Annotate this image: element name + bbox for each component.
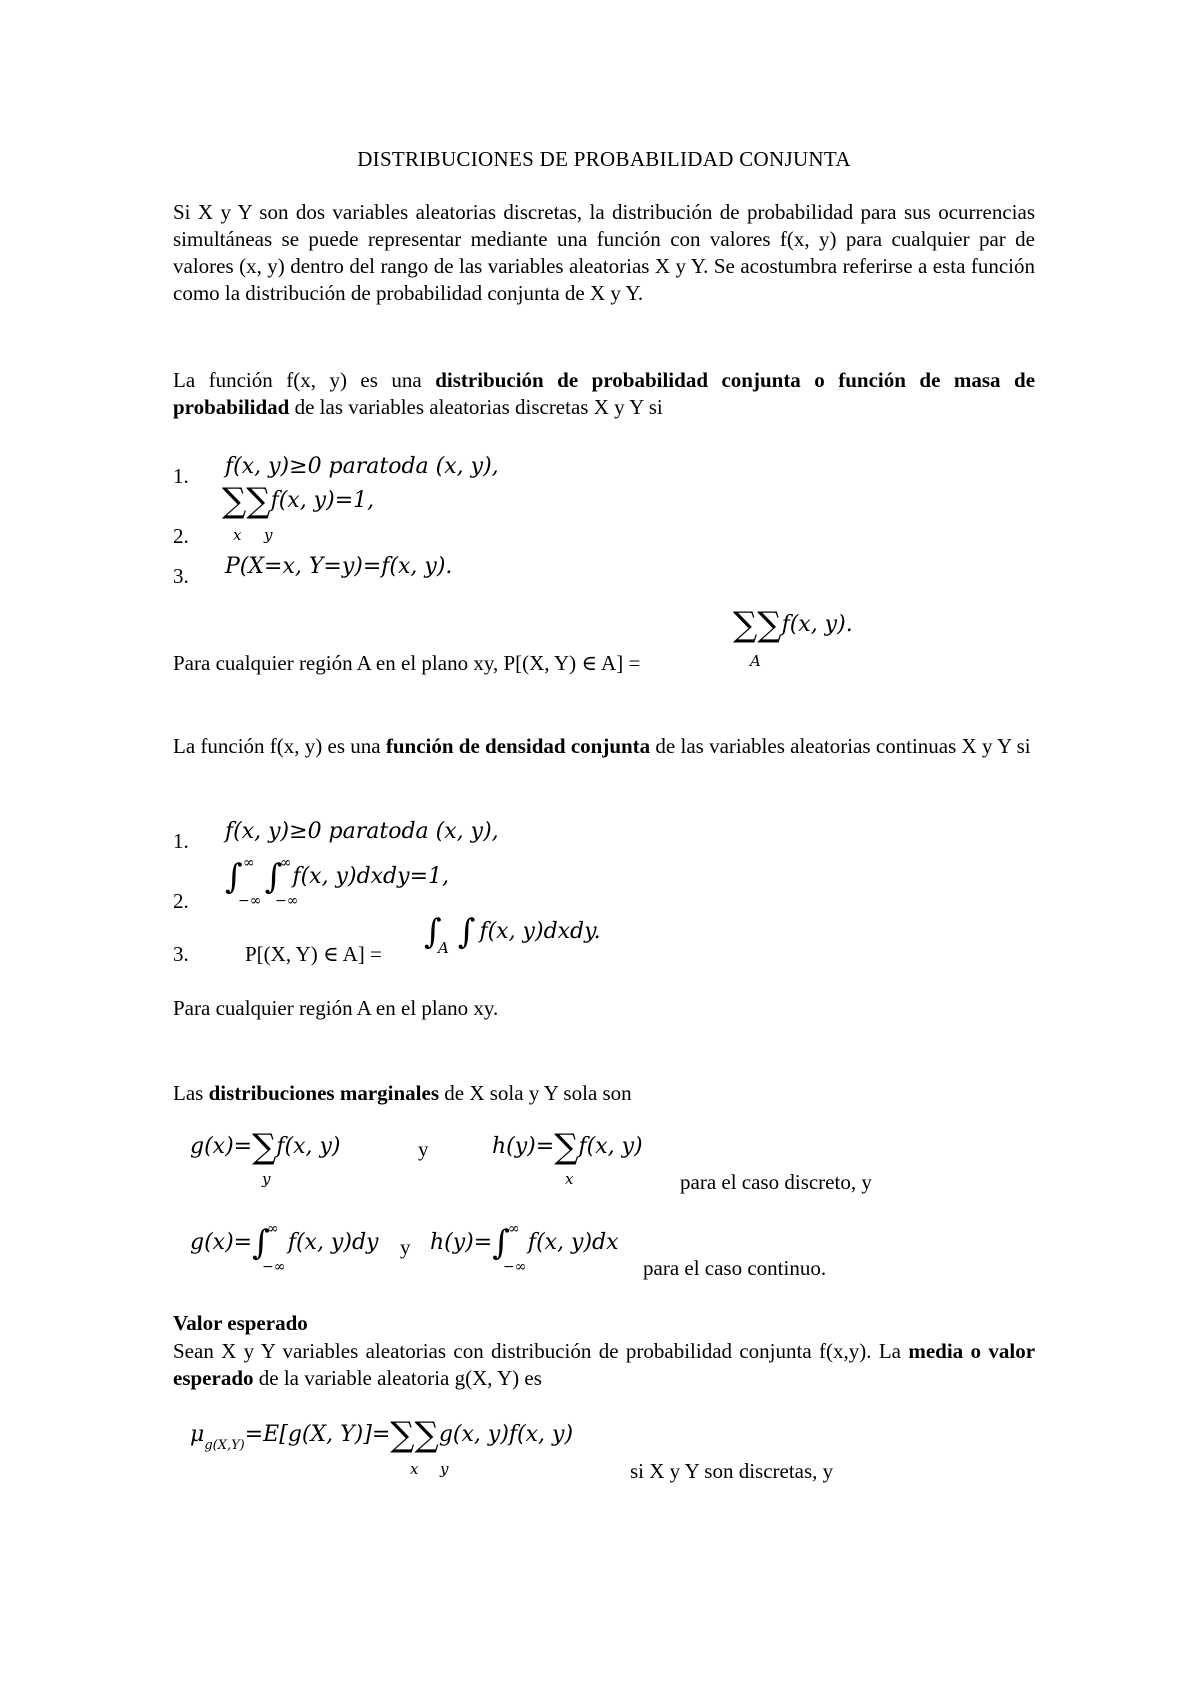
discrete-item-1-formula: f(x, y)≥0 paratoda (x, y),	[225, 454, 499, 479]
marginal-g-continuous-body: f(x, y)dy	[287, 1230, 379, 1255]
expected-sub-x: x	[410, 1460, 419, 1478]
intro-paragraph: Si X y Y son dos variables aleatorias discretas, la distribución de probabilidad para sus ocurrencias simultáneas se puede representar mediante una función con valores f(x, y) para cualquier par de valores (x, y) dentro del rango de las variables aleatorias X y Y. Se acostumbra referirse a esta función como la distribución de probabilidad conjunta de X y Y.	[173, 200, 1035, 305]
discrete-item-1-number: 1.	[173, 464, 189, 488]
marginal-h-discrete-sub: x	[565, 1170, 574, 1188]
sum-symbol: ∑	[733, 605, 758, 645]
expected-paragraph-post: de la variable aleatoria g(X, Y) es	[258, 1366, 542, 1390]
marginal-g-upper: ∞	[267, 1221, 279, 1237]
marginal-h-continuous-lhs: h(y)=	[430, 1230, 493, 1255]
marginal-g-discrete-lhs: g(x)=	[190, 1134, 253, 1159]
marginal-connector: y	[418, 1137, 429, 1161]
expected-note: si X y Y son discretas, y	[630, 1459, 834, 1483]
discrete-region-sub: A	[750, 652, 761, 670]
marginal-discrete-note: para el caso discreto, y	[680, 1170, 872, 1194]
discrete-def-post: de las variables aleatorias discretas X y Y si	[294, 395, 663, 419]
integral-symbol: ∫	[264, 857, 283, 897]
continuous-item-3-number: 3.	[173, 942, 189, 966]
continuous-item-2-lower-1: −∞	[238, 893, 262, 909]
marginal-g-discrete-body: f(x, y)	[276, 1134, 341, 1159]
marginal-h-continuous-body: f(x, y)dx	[527, 1230, 619, 1255]
marginal-g-discrete	[190, 1127, 341, 1167]
marginal-intro-bold: distribuciones marginales	[208, 1081, 440, 1105]
discrete-item-2-sub-x: x	[233, 526, 242, 544]
continuous-item-2-number: 2.	[173, 889, 189, 913]
continuous-region-text: Para cualquier región A en el plano xy.	[173, 996, 499, 1020]
sum-symbol: ∑	[252, 1127, 277, 1167]
continuous-item-1-formula: f(x, y)≥0 paratoda (x, y),	[225, 819, 499, 844]
continuous-def-post: de las variables aleatorias continuas X y Y si	[655, 734, 1031, 758]
discrete-item-3-formula: P(X=x, Y=y)=f(x, y).	[225, 554, 453, 579]
integral-symbol: ∫	[457, 912, 476, 952]
expected-formula	[190, 1415, 574, 1459]
continuous-item-2-upper-1: ∞	[243, 855, 255, 871]
marginal-h-lower: −∞	[503, 1259, 527, 1275]
continuous-item-3-pre: P[(X, Y) ∈ A] =	[245, 942, 382, 966]
marginal-intro-pre: Las	[173, 1081, 204, 1105]
continuous-item-3-formula	[424, 912, 601, 952]
expected-expr: =E[g(X, Y)]=	[244, 1422, 391, 1447]
discrete-region-text: Para cualquier región A en el plano xy, P[(X, Y) ∈ A] =	[173, 651, 641, 675]
discrete-region-formula	[733, 605, 853, 645]
discrete-def-bold: distribución de probabilidad conjunta o función de masa de probabilidad	[173, 368, 1036, 419]
continuous-def-bold: función de densidad conjunta	[385, 734, 651, 758]
marginal-continuous-note: para el caso continuo.	[643, 1256, 827, 1280]
expected-paragraph	[173, 1338, 1035, 1392]
continuous-item-2-lower-2: −∞	[275, 893, 299, 909]
sum-symbol: ∑	[554, 1127, 579, 1167]
continuous-item-2-expr: f(x, y)dxdy=1,	[292, 864, 449, 889]
continuous-item-2-upper-2: ∞	[280, 855, 292, 871]
integral-symbol: ∫	[252, 1223, 270, 1263]
marginal-g-lower: −∞	[262, 1259, 286, 1275]
discrete-item-3-number: 3.	[173, 564, 189, 588]
sum-symbol: ∑	[222, 481, 247, 521]
discrete-item-2-number: 2.	[173, 524, 189, 548]
marginal-intro-post: de X sola y Y sola son	[444, 1081, 632, 1105]
integral-symbol: ∫	[492, 1223, 510, 1263]
marginal-intro	[173, 1080, 1035, 1107]
discrete-item-2-expr: f(x, y)=1,	[270, 488, 375, 513]
marginal-h-upper: ∞	[508, 1221, 520, 1237]
expected-mu: μ	[190, 1422, 205, 1447]
continuous-item-3-expr: f(x, y)dxdy.	[479, 919, 601, 944]
expected-mu-sub: g(X,Y)	[204, 1438, 245, 1453]
sum-symbol: ∑	[390, 1415, 415, 1455]
sum-symbol: ∑	[414, 1415, 439, 1455]
continuous-item-3-sub: A	[438, 939, 449, 957]
continuous-def-pre: La función f(x, y) es una	[173, 734, 381, 758]
continuous-definition	[173, 733, 1035, 760]
expected-paragraph-bold: media o valor esperado	[173, 1339, 1036, 1390]
expected-sub-y: y	[440, 1460, 449, 1478]
continuous-item-1-number: 1.	[173, 829, 189, 853]
expected-body: g(x, y)f(x, y)	[438, 1422, 574, 1447]
integral-symbol: ∫	[225, 857, 243, 897]
sum-symbol: ∑	[757, 605, 782, 645]
marginal-h-discrete-body: f(x, y)	[578, 1134, 643, 1159]
sum-symbol: ∑	[246, 481, 271, 521]
integral-symbol: ∫	[424, 912, 442, 952]
marginal-continuous-connector: y	[400, 1235, 411, 1259]
discrete-definition	[173, 367, 1035, 421]
expected-heading: Valor esperado	[173, 1311, 308, 1335]
marginal-g-discrete-sub: y	[262, 1170, 271, 1188]
discrete-def-pre: La función f(x, y) es una	[173, 368, 422, 392]
discrete-region-expr: f(x, y).	[781, 612, 853, 637]
marginal-g-continuous-lhs: g(x)=	[190, 1230, 253, 1255]
discrete-item-2-sub-y: y	[264, 526, 273, 544]
expected-paragraph-pre: Sean X y Y variables aleatorias con distribución de probabilidad conjunta f(x,y). La	[173, 1339, 901, 1363]
marginal-h-discrete	[492, 1127, 643, 1167]
marginal-h-discrete-lhs: h(y)=	[492, 1134, 555, 1159]
discrete-item-2-formula	[222, 481, 375, 521]
page-title: DISTRIBUCIONES DE PROBABILIDAD CONJUNTA	[357, 147, 851, 171]
